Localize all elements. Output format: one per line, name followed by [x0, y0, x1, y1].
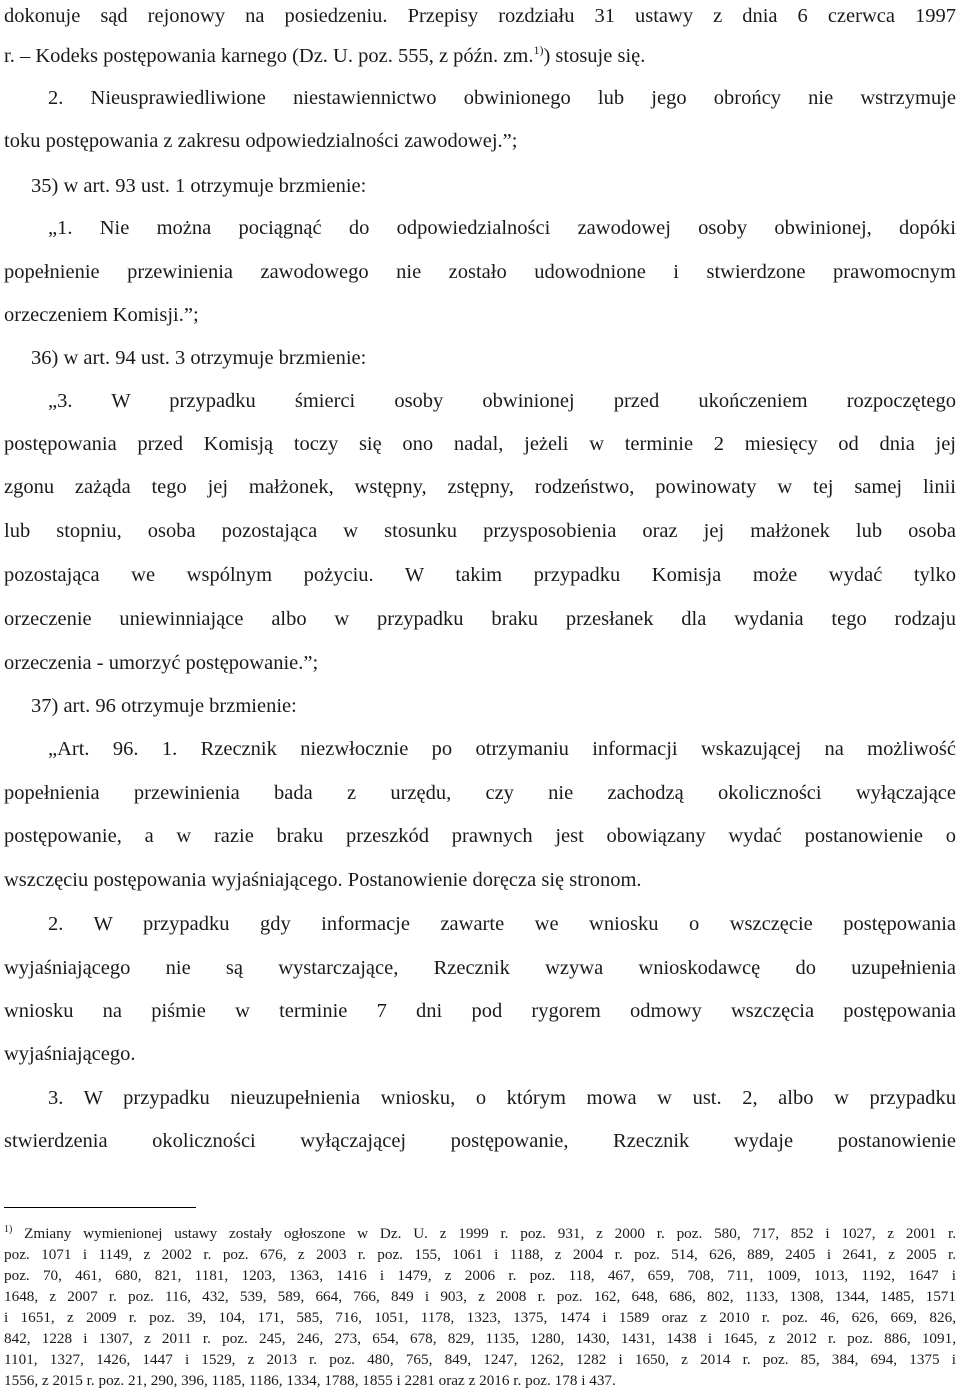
body-line-text: postępowania przed Komisją toczy się ono nadal, jeżeli w terminie 2 miesięcy od dnia jej: [4, 433, 956, 455]
footnote-line-text: i 1651, z 2009 r. poz. 39, 104, 171, 585, 716, 1051, 1178, 1323, 1375, 1474 i 1589 oraz z 2010 r. poz. 46, 626, 669, 826,: [4, 1309, 956, 1326]
body-line: [4, 517, 956, 545]
footnote-line: [4, 1287, 956, 1307]
footnote-line-text: 1101, 1327, 1426, 1447 i 1529, z 2013 r. poz. 480, 765, 849, 1247, 1262, 1282 i 1650, z 2014 r. poz. 85, 384, 694, 1375 i: [4, 1351, 956, 1368]
body-line-text: „1. Nie można pociągnąć do odpowiedzialności zawodowej osoby obwinionej, dopóki: [48, 217, 956, 239]
footnote-line-text: 842, 1228 i 1307, z 2011 r. poz. 245, 246, 273, 654, 678, 829, 1135, 1280, 1430, 1431, 1438 i 1645, z 2012 r. poz. 886, 1091,: [4, 1330, 956, 1347]
footnote-line-text: poz. 70, 461, 680, 821, 1181, 1203, 1363, 1416 i 1479, z 2006 r. poz. 118, 467, 659, 708, 711, 1009, 1013, 1192, 1647 i: [4, 1267, 956, 1284]
footnote-line-text: Zmiany wymienionej ustawy zostały ogłoszone w Dz. U. z 1999 r. poz. 931, z 2000 r. poz. 580, 717, 852 i 1027, z 2001 r.: [12, 1225, 956, 1242]
footnote-line: [4, 1329, 956, 1349]
body-line: [4, 735, 956, 763]
body-line-text: toku postępowania z zakresu odpowiedzialności zawodowej.”;: [4, 130, 518, 152]
body-line: [4, 387, 956, 415]
body-line: [4, 649, 956, 677]
body-line-text: wniosku na piśmie w terminie 7 dni pod rygorem odmowy wszczęcia postępowania: [4, 1000, 956, 1022]
body-line-text: 3. W przypadku nieuzupełnienia wniosku, o którym mowa w ust. 2, albo w przypadku: [48, 1087, 956, 1109]
body-line-text: 37) art. 96 otrzymuje brzmienie:: [31, 695, 297, 717]
body-line: [4, 42, 956, 70]
body-line: [4, 1040, 956, 1068]
body-line-text: „Art. 96. 1. Rzecznik niezwłocznie po otrzymaniu informacji wskazującej na możliwość: [48, 738, 956, 760]
body-line-text: r. – Kodeks postępowania karnego (Dz. U. poz. 555, z późn. zm.: [4, 45, 534, 67]
body-line-text: wyjaśniającego nie są wystarczające, Rzecznik wzywa wnioskodawcę do uzupełnienia: [4, 957, 956, 979]
body-line: [4, 430, 956, 458]
body-line: [4, 344, 956, 372]
body-line: [4, 1084, 956, 1112]
body-line-text: dokonuje sąd rejonowy na posiedzeniu. Przepisy rozdziału 31 ustawy z dnia 6 czerwca 1997: [4, 5, 956, 27]
body-line: [4, 301, 956, 329]
body-line: [4, 473, 956, 501]
body-line-text: „3. W przypadku śmierci osoby obwinionej przed ukończeniem rozpoczętego: [48, 390, 956, 412]
body-line-text: popełnienie przewinienia zawodowego nie zostało udowodnione i stwierdzone prawomocnym: [4, 261, 956, 283]
body-line: [4, 605, 956, 633]
body-line: [4, 954, 956, 982]
body-line: [4, 1127, 956, 1155]
footnote-line-text: 1648, z 2007 r. poz. 116, 432, 539, 589, 664, 766, 849 i 903, z 2008 r. poz. 162, 648, 686, 802, 1133, 1308, 1344, 1485, 1571: [4, 1288, 956, 1305]
body-line-text: 35) w art. 93 ust. 1 otrzymuje brzmienie:: [31, 175, 367, 197]
body-line-text: wyjaśniającego.: [4, 1043, 136, 1065]
body-line: [4, 997, 956, 1025]
body-line-text: 2. Nieusprawiedliwione niestawiennictwo obwinionego lub jego obrońcy nie wstrzymuje: [48, 87, 956, 109]
body-line: [4, 692, 956, 720]
body-line-text: postępowanie, a w razie braku przeszkód prawnych jest obowiązany wydać postanowienie o: [4, 825, 956, 847]
footnote-marker: 1): [4, 1224, 13, 1235]
body-line: [4, 561, 956, 589]
body-line-text: wszczęciu postępowania wyjaśniającego. Postanowienie doręcza się stronom.: [4, 869, 642, 891]
body-line: [4, 779, 956, 807]
body-line-text: 36) w art. 94 ust. 3 otrzymuje brzmienie:: [31, 347, 367, 369]
body-line-text: 2. W przypadku gdy informacje zawarte we wniosku o wszczęcie postępowania: [48, 913, 956, 935]
footnote-line-text: poz. 1071 i 1149, z 2002 r. poz. 676, z 2003 r. poz. 155, 1061 i 1188, z 2004 r. poz. 514, 626, 889, 2405 i 2641, z 2005 r.: [4, 1246, 956, 1263]
body-line: [4, 258, 956, 286]
body-line-text-tail: ) stosuje się.: [543, 45, 646, 67]
body-line-text: popełnienia przewinienia bada z urzędu, czy nie zachodzą okoliczności wyłączające: [4, 782, 956, 804]
footnote-reference: 1): [533, 43, 544, 57]
body-line: [4, 172, 956, 200]
body-line-text: lub stopniu, osoba pozostająca w stosunku przysposobienia oraz jej małżonek lub osoba: [4, 520, 956, 542]
footnote-line-text: 1556, z 2015 r. poz. 21, 290, 396, 1185, 1186, 1334, 1788, 1855 i 2281 oraz z 2016 r. poz. 178 i 437.: [4, 1372, 616, 1389]
body-line-text: stwierdzenia okoliczności wyłączającej postępowanie, Rzecznik wydaje postanowienie: [4, 1130, 956, 1152]
body-line-text: zgonu zażąda tego jej małżonek, wstępny, zstępny, rodzeństwo, powinowaty w tej samej linii: [4, 476, 956, 498]
body-line: [4, 866, 956, 894]
body-line: [4, 910, 956, 938]
footnote-line: [4, 1350, 956, 1370]
footnote-line: [4, 1224, 956, 1244]
body-line: [4, 822, 956, 850]
body-line: [4, 127, 956, 155]
body-line: [4, 84, 956, 112]
body-line-text: orzeczenie uniewinniające albo w przypadku braku przesłanek dla wydania tego rodzaju: [4, 608, 956, 630]
footnote-line: [4, 1245, 956, 1265]
body-line: [4, 214, 956, 242]
footnote-line: [4, 1371, 956, 1391]
body-line-text: pozostająca we wspólnym pożyciu. W takim przypadku Komisja może wydać tylko: [4, 564, 956, 586]
body-line-text: orzeczenia - umorzyć postępowanie.”;: [4, 652, 319, 674]
footnote-separator: [4, 1207, 196, 1208]
footnote-line: [4, 1308, 956, 1328]
body-line-text: orzeczeniem Komisji.”;: [4, 304, 199, 326]
body-line: [4, 2, 956, 30]
footnote-line: [4, 1266, 956, 1286]
